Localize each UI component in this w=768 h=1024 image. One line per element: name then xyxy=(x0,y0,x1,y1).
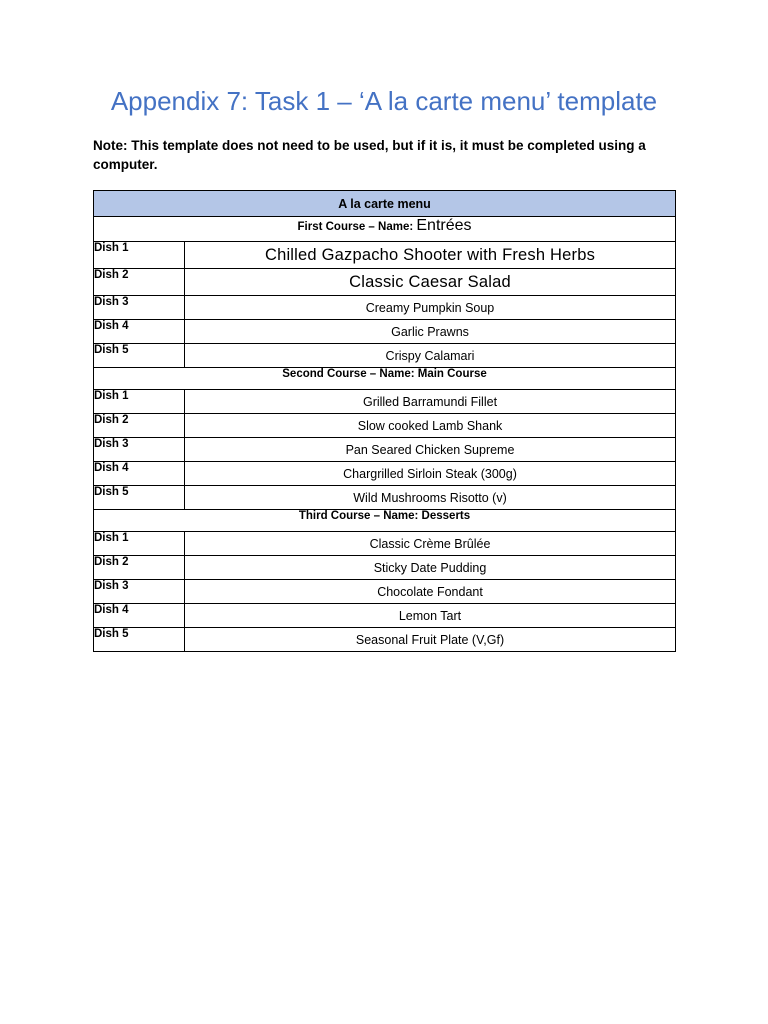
page-title: Appendix 7: Task 1 – ‘A la carte menu’ template xyxy=(110,86,658,116)
course-row-third xyxy=(94,510,676,532)
dish-value: Wild Mushrooms Risotto (v) xyxy=(185,486,676,510)
dish-label: Dish 1 xyxy=(94,242,185,269)
table-row xyxy=(94,269,676,296)
table-row xyxy=(94,438,676,462)
dish-label: Dish 2 xyxy=(94,414,185,438)
dish-value: Chilled Gazpacho Shooter with Fresh Herbs xyxy=(185,242,676,269)
course-row-second xyxy=(94,368,676,390)
dish-value: Crispy Calamari xyxy=(185,344,676,368)
third-course-heading: Third Course – Name: Desserts xyxy=(94,510,676,532)
table-row xyxy=(94,604,676,628)
dish-label: Dish 3 xyxy=(94,296,185,320)
table-row xyxy=(94,344,676,368)
dish-value: Sticky Date Pudding xyxy=(185,556,676,580)
table-row xyxy=(94,580,676,604)
dish-label: Dish 4 xyxy=(94,604,185,628)
second-course-heading: Second Course – Name: Main Course xyxy=(94,368,676,390)
course-row-first xyxy=(94,217,676,242)
table-row xyxy=(94,486,676,510)
first-course-heading xyxy=(94,217,676,242)
dish-label: Dish 4 xyxy=(94,462,185,486)
dish-value: Pan Seared Chicken Supreme xyxy=(185,438,676,462)
table-row xyxy=(94,556,676,580)
table-row xyxy=(94,414,676,438)
dish-label: Dish 5 xyxy=(94,344,185,368)
dish-value: Chocolate Fondant xyxy=(185,580,676,604)
dish-label: Dish 2 xyxy=(94,556,185,580)
dish-value: Lemon Tart xyxy=(185,604,676,628)
dish-value: Creamy Pumpkin Soup xyxy=(185,296,676,320)
dish-label: Dish 1 xyxy=(94,532,185,556)
table-row xyxy=(94,296,676,320)
table-row xyxy=(94,628,676,652)
dish-value: Grilled Barramundi Fillet xyxy=(185,390,676,414)
menu-header: A la carte menu xyxy=(94,191,676,217)
dish-label: Dish 2 xyxy=(94,269,185,296)
dish-value: Chargrilled Sirloin Steak (300g) xyxy=(185,462,676,486)
dish-label: Dish 1 xyxy=(94,390,185,414)
dish-value: Classic Caesar Salad xyxy=(185,269,676,296)
dish-label: Dish 5 xyxy=(94,628,185,652)
dish-value: Seasonal Fruit Plate (V,Gf) xyxy=(185,628,676,652)
dish-value: Classic Crème Brûlée xyxy=(185,532,676,556)
dish-label: Dish 4 xyxy=(94,320,185,344)
dish-value: Slow cooked Lamb Shank xyxy=(185,414,676,438)
dish-label: Dish 3 xyxy=(94,438,185,462)
table-row xyxy=(94,532,676,556)
instruction-note: Note: This template does not need to be used, but if it is, it must be completed using a computer. xyxy=(93,138,646,172)
table-row xyxy=(94,242,676,269)
dish-label: Dish 3 xyxy=(94,580,185,604)
first-course-label: First Course – Name: xyxy=(297,221,417,233)
table-row xyxy=(94,320,676,344)
dish-value: Garlic Prawns xyxy=(185,320,676,344)
first-course-name: Entrées xyxy=(416,217,472,234)
menu-table xyxy=(93,190,676,652)
dish-label: Dish 5 xyxy=(94,486,185,510)
table-row xyxy=(94,462,676,486)
table-row xyxy=(94,390,676,414)
